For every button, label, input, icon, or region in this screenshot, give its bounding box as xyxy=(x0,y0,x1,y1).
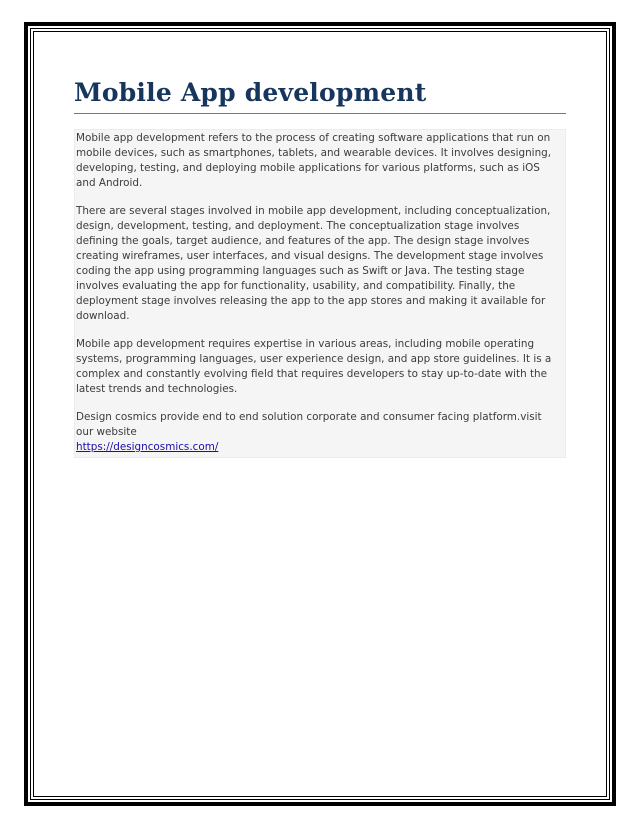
document-body xyxy=(74,129,566,458)
paragraph-intro: Mobile app development refers to the process of creating software applications that run on mobile devices, such as smartphones, tablets, and wearable devices. It involves designing, developing, testing, and deploying mobile applications for various platforms, such as iOS and Android. xyxy=(76,132,552,189)
paragraph-closing xyxy=(76,410,561,455)
document-content xyxy=(74,76,566,458)
document-title: Mobile App development xyxy=(74,76,566,114)
paragraph-expertise: Mobile app development requires expertise in various areas, including mobile operating systems, programming languages, user experience design, and app store guidelines. It is a complex and constantly evolving field that requires developers to stay up-to-date with the latest trends and technologies. xyxy=(76,338,552,395)
paragraph-stages: There are several stages involved in mobile app development, including conceptualization, design, development, testing, and deployment. The conceptualization stage involves defining the goals, target audience, and features of the app. The design stage involves creating wireframes, user interfaces, and visual designs. The development stage involves coding the app using programming languages such as Swift or Java. The testing stage involves evaluating the app for functionality, usability, and compatibility. Finally, the deployment stage involves releasing the app to the app stores and making it available for download. xyxy=(76,205,551,322)
closing-text: Design cosmics provide end to end solution corporate and consumer facing platform.visit our website xyxy=(76,411,542,438)
website-link[interactable]: https://designcosmics.com/ xyxy=(76,441,219,453)
